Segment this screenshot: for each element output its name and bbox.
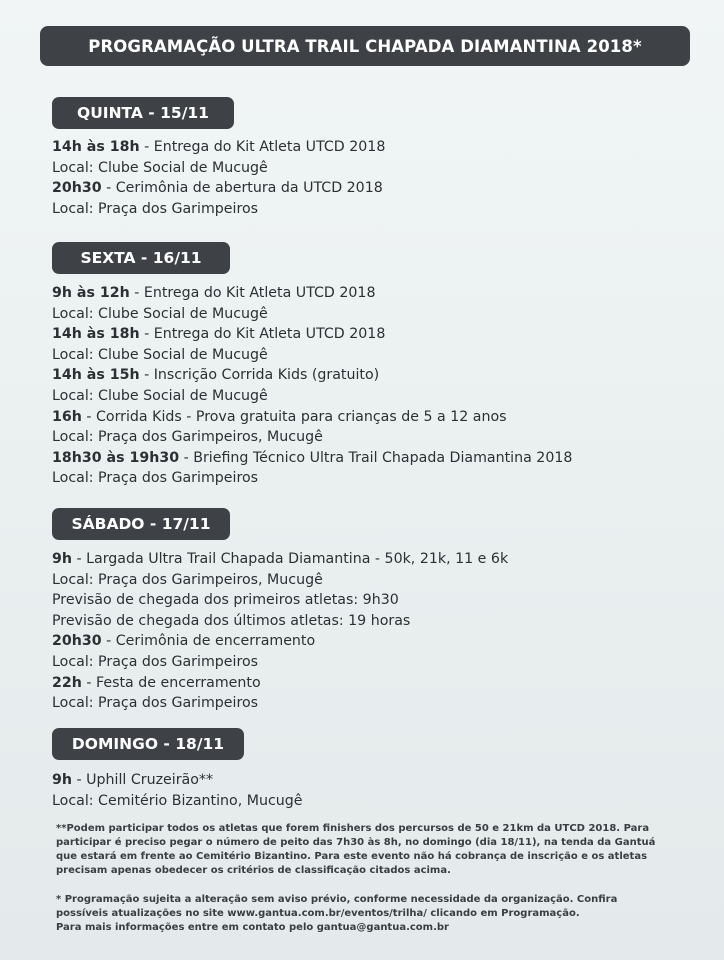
event-time: 18h30 às 19h30	[52, 449, 180, 466]
event-line	[52, 427, 692, 448]
event-text: Local: Clube Social de Mucugê	[52, 346, 268, 363]
uphill-footnote	[56, 822, 686, 878]
day-label-sabado: SÁBADO - 17/11	[52, 508, 230, 540]
event-line	[52, 365, 692, 386]
event-line	[52, 158, 692, 179]
event-line	[52, 791, 692, 812]
event-line	[52, 304, 692, 325]
event-time: 9h	[52, 772, 72, 788]
event-time: 9h	[52, 551, 72, 567]
event-text: Local: Praça dos Garimpeiros	[52, 695, 259, 712]
event-time: 20h30	[52, 180, 102, 197]
event-line	[52, 137, 692, 158]
day-events-sabado	[52, 549, 692, 714]
event-line	[52, 570, 692, 591]
event-text: Local: Praça dos Garimpeiros	[52, 470, 259, 487]
event-line	[52, 324, 692, 345]
event-line	[52, 345, 692, 366]
day-events-domingo	[52, 770, 692, 811]
event-text: - Entrega do Kit Atleta UTCD 2018	[139, 326, 386, 343]
event-text: Local: Praça dos Garimpeiros	[52, 200, 259, 217]
footnote-line: participar é preciso pegar o número de peito das 7h30 às 8h, no domingo (dia 18/11), na tenda da Gantuá	[56, 837, 656, 848]
event-line	[52, 590, 692, 611]
event-text: - Largada Ultra Trail Chapada Diamantina - 50k, 21k, 11 e 6k	[71, 551, 509, 567]
event-time: 20h30	[52, 633, 102, 650]
event-line	[52, 631, 692, 652]
event-text: - Briefing Técnico Ultra Trail Chapada Diamantina 2018	[179, 449, 573, 466]
event-line	[52, 611, 692, 632]
event-text: - Cerimônia de encerramento	[101, 633, 316, 650]
page-title: PROGRAMAÇÃO ULTRA TRAIL CHAPADA DIAMANTINA 2018*	[40, 26, 690, 66]
event-text: - Festa de encerramento	[81, 674, 261, 691]
event-text: Previsão de chegada dos primeiros atletas: 9h30	[52, 592, 399, 609]
event-line	[52, 770, 692, 791]
footnote-line: * Programação sujeita a alteração sem aviso prévio, conforme necessidade da organização. Confira	[56, 894, 618, 905]
event-time: 14h às 18h	[52, 139, 140, 155]
event-text: Local: Clube Social de Mucugê	[52, 387, 268, 404]
footnote-line: possíveis atualizações no site www.gantua.com.br/eventos/trilha/ clicando em Programação.	[56, 908, 580, 919]
general-footnote	[56, 893, 686, 935]
event-text: - Inscrição Corrida Kids (gratuito)	[139, 367, 380, 384]
day-events-quinta	[52, 137, 692, 219]
event-line	[52, 549, 692, 570]
footnote-line: precisam apenas obedecer os critérios de classificação citados acima.	[56, 865, 451, 876]
event-line	[52, 407, 692, 428]
day-label-sexta: SEXTA - 16/11	[52, 242, 230, 274]
footnote-line: **Podem participar todos os atletas que forem finishers dos percursos de 50 e 21km da UTCD 2018. Para	[56, 823, 650, 834]
day-events-sexta	[52, 283, 692, 489]
event-line	[52, 199, 692, 220]
event-text: - Corrida Kids - Prova gratuita para crianças de 5 a 12 anos	[81, 408, 507, 425]
event-line	[52, 468, 692, 489]
event-line	[52, 693, 692, 714]
event-text: Local: Praça dos Garimpeiros	[52, 653, 259, 670]
event-line	[52, 386, 692, 407]
event-text: Local: Praça dos Garimpeiros, Mucugê	[52, 571, 323, 588]
day-label-quinta: QUINTA - 15/11	[52, 97, 234, 129]
day-label-domingo: DOMINGO - 18/11	[52, 728, 244, 760]
event-text: - Cerimônia de abertura da UTCD 2018	[101, 180, 383, 197]
event-text: - Entrega do Kit Atleta UTCD 2018	[139, 139, 386, 155]
event-text: - Uphill Cruzeirão**	[71, 772, 214, 788]
event-text: Previsão de chegada dos últimos atletas: 19 horas	[52, 612, 411, 629]
event-time: 22h	[52, 674, 82, 691]
event-text: Local: Clube Social de Mucugê	[52, 305, 268, 322]
event-text: Local: Cemitério Bizantino, Mucugê	[52, 792, 303, 809]
event-time: 16h	[52, 408, 82, 425]
event-line	[52, 673, 692, 694]
footnote-line: que estará em frente ao Cemitério Bizantino. Para este evento não há cobrança de inscrição e os atletas	[56, 851, 648, 862]
event-time: 9h às 12h	[52, 285, 130, 301]
event-text: Local: Clube Social de Mucugê	[52, 159, 268, 176]
footnote-line: Para mais informações entre em contato pelo gantua@gantua.com.br	[56, 922, 449, 933]
event-time: 14h às 18h	[52, 326, 140, 343]
event-line	[52, 448, 692, 469]
event-line	[52, 652, 692, 673]
event-text: Local: Praça dos Garimpeiros, Mucugê	[52, 429, 323, 446]
event-time: 14h às 15h	[52, 367, 140, 384]
event-line	[52, 178, 692, 199]
event-text: - Entrega do Kit Atleta UTCD 2018	[129, 285, 376, 301]
event-line	[52, 283, 692, 304]
